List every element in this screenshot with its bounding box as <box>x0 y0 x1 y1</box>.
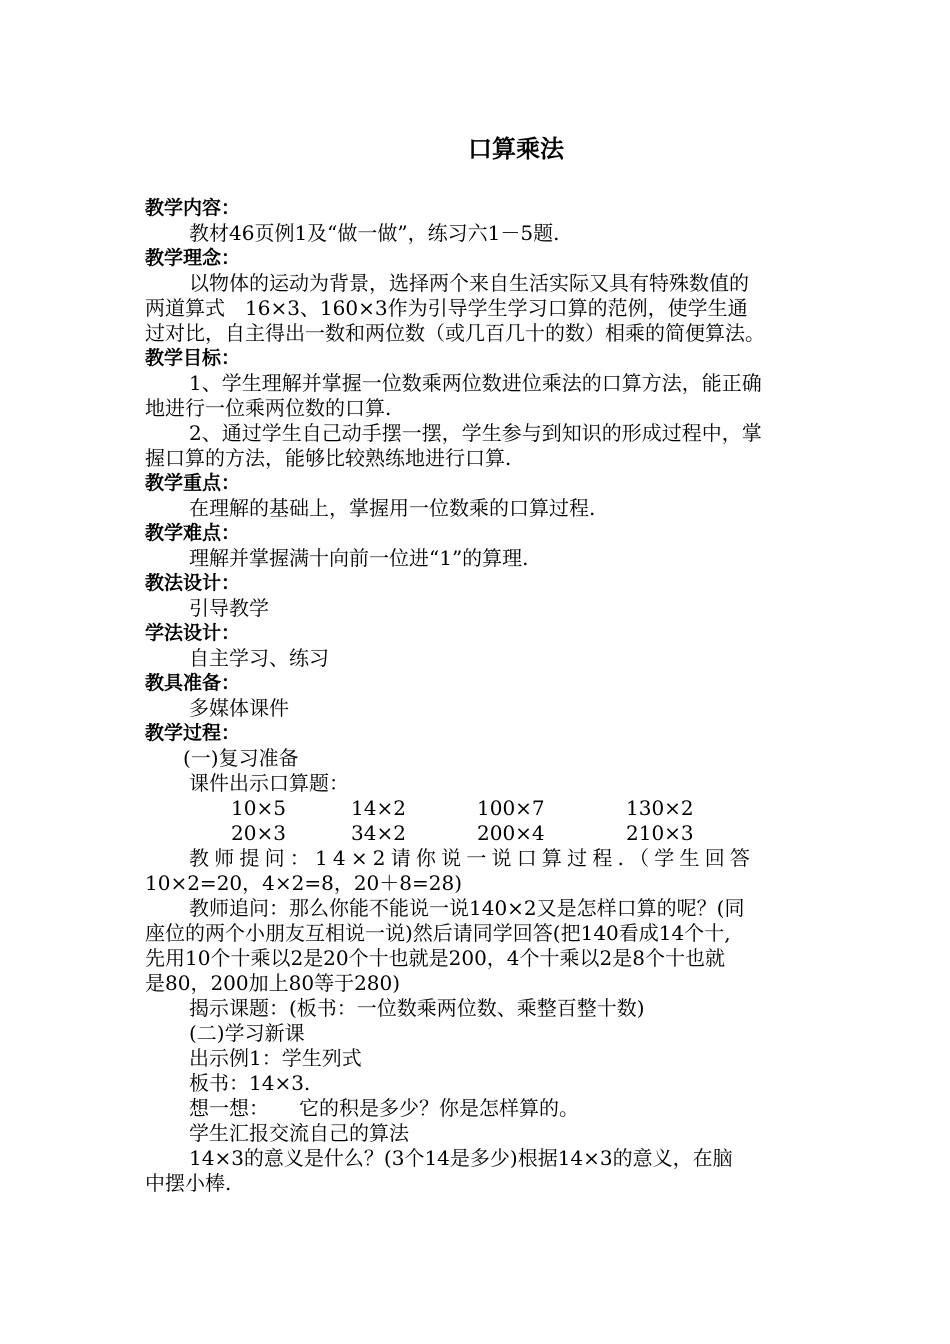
show-text: 课件出示口算题： <box>189 771 349 795</box>
board-text: 板书：14×3. <box>189 1071 311 1095</box>
think-text: 想一想： 它的积是多少？你是怎样算的。 <box>189 1096 579 1120</box>
concept-line: 过对比，自主得出一数和两位数（或几百几十的数）相乘的简便算法。 <box>145 321 765 345</box>
document-body <box>145 196 805 1196</box>
calc-item: 100×7 <box>477 796 545 820</box>
follow-line: 先用10个十乘以2是20个十也就是200，4个十乘以2是8个十也就 <box>145 946 725 970</box>
follow-line: 座位的两个小朋友互相说一说)然后请同学回答(把140看成14个十, <box>145 921 731 945</box>
calc-row <box>145 821 805 846</box>
calc-item: 130×2 <box>626 796 694 820</box>
heading-tools: 教具准备： <box>145 672 241 694</box>
follow-line: 是80，200加上80等于280) <box>145 971 401 995</box>
example-text: 出示例1：学生列式 <box>189 1046 362 1070</box>
new-lesson-subheading: (二)学习新课 <box>189 1021 305 1045</box>
meaning-line: 14×3的意义是什么？(3个14是多少)根据14×3的意义，在脑 <box>189 1146 733 1170</box>
teacher-question: 教师提问：14×2请你说一说口算过程.（学生回答 <box>189 846 756 870</box>
meaning-line: 中摆小棒. <box>145 1171 232 1195</box>
calc-item: 14×2 <box>351 796 406 820</box>
follow-line: 教师追问：那么你能不能说一说140×2又是怎样口算的呢？(同 <box>189 896 745 920</box>
concept-line: 两道算式 16×3、160×3作为引导学生学习口算的范例，使学生通 <box>145 296 748 320</box>
heading-content: 教学内容： <box>145 197 241 219</box>
heading-key: 教学重点： <box>145 472 241 494</box>
document-title: 口算乘法 <box>468 135 564 163</box>
tools-text: 多媒体课件 <box>189 696 289 720</box>
teacher-question-cont: 10×2=20，4×2=8，20＋8=28) <box>145 871 463 895</box>
goal-line: 2、通过学生自己动手摆一摆，学生参与到知识的形成过程中，掌 <box>189 421 762 445</box>
calc-item: 20×3 <box>231 821 286 845</box>
reveal-text: 揭示课题：(板书：一位数乘两位数、乘整百整十数) <box>189 996 645 1020</box>
heading-concept: 教学理念： <box>145 247 241 269</box>
key-text: 在理解的基础上，掌握用一位数乘的口算过程. <box>189 496 596 520</box>
content-text: 教材46页例1及“做一做”，练习六1－5题. <box>189 221 560 245</box>
review-subheading: (一)复习准备 <box>183 746 299 770</box>
calc-row <box>145 796 805 821</box>
heading-difficulty: 教学难点： <box>145 522 241 544</box>
calc-item: 10×5 <box>231 796 286 820</box>
heading-method: 教法设计： <box>145 572 241 594</box>
heading-goals: 教学目标： <box>145 347 241 369</box>
method-text: 引导教学 <box>189 596 269 620</box>
difficulty-text: 理解并掌握满十向前一位进“1”的算理. <box>189 546 529 570</box>
goal-line: 地进行一位乘两位数的口算. <box>145 396 392 420</box>
calc-item: 34×2 <box>351 821 406 845</box>
calc-item: 210×3 <box>626 821 694 845</box>
heading-learning: 学法设计： <box>145 622 241 644</box>
goal-line: 握口算的方法，能够比较熟练地进行口算. <box>145 446 512 470</box>
goal-line: 1、学生理解并掌握一位数乘两位数进位乘法的口算方法，能正确 <box>189 371 762 395</box>
concept-line: 以物体的运动为背景，选择两个来自生活实际又具有特殊数值的 <box>189 271 749 295</box>
report-text: 学生汇报交流自己的算法 <box>189 1121 409 1145</box>
heading-process: 教学过程： <box>145 722 241 744</box>
calc-item: 200×4 <box>477 821 545 845</box>
learning-text: 自主学习、练习 <box>189 646 329 670</box>
